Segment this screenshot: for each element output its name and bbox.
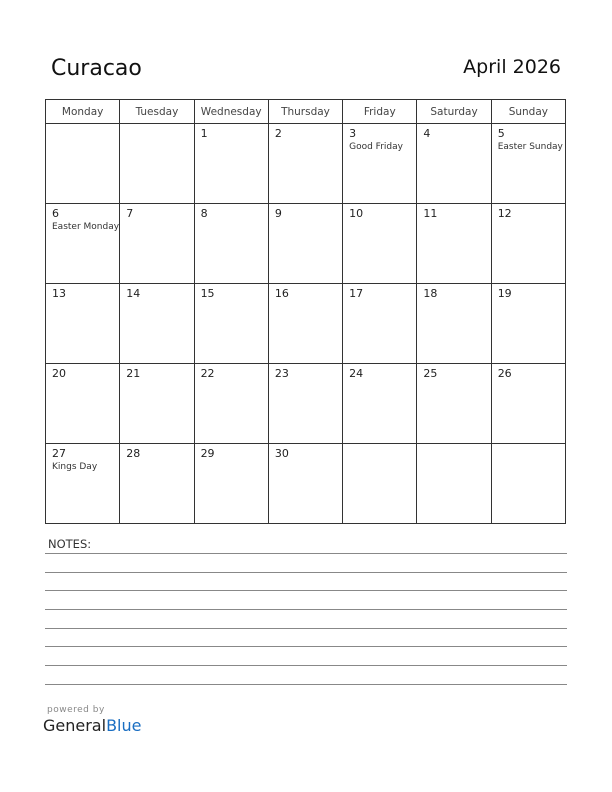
brand-name-blue: Blue [106, 716, 142, 735]
day-number: 28 [126, 447, 141, 460]
calendar-country-title: Curacao [51, 56, 142, 81]
day-cell [268, 284, 342, 364]
calendar-month-title: April 2026 [463, 56, 561, 78]
notes-label: NOTES: [48, 537, 92, 551]
week-row [46, 284, 566, 364]
brand-name-general: General [43, 716, 107, 735]
day-cell [491, 444, 565, 524]
day-cell [268, 124, 342, 204]
holiday-label: Good Friday [349, 142, 403, 152]
day-cell [46, 204, 120, 284]
day-number: 30 [274, 447, 289, 460]
note-line [45, 572, 567, 573]
day-cell [194, 284, 268, 364]
day-cell [194, 204, 268, 284]
weekday-header: Sunday [491, 100, 565, 124]
week-row [46, 204, 566, 284]
day-number: 8 [200, 207, 208, 220]
weekday-header: Wednesday [194, 100, 268, 124]
day-cell [120, 204, 194, 284]
day-cell [120, 124, 194, 204]
day-cell [491, 124, 565, 204]
day-cell [194, 444, 268, 524]
day-cell [268, 444, 342, 524]
holiday-label: Easter Monday [52, 222, 120, 232]
day-cell [343, 124, 417, 204]
weekday-header: Thursday [268, 100, 342, 124]
day-number: 1 [200, 127, 208, 140]
holiday-label: Kings Day [52, 462, 98, 472]
weekday-header-row [46, 100, 566, 124]
note-line [45, 646, 567, 647]
day-cell [343, 364, 417, 444]
day-cell [46, 284, 120, 364]
day-number: 27 [52, 447, 66, 460]
day-number: 25 [423, 367, 438, 380]
day-cell [194, 124, 268, 204]
week-row [46, 444, 566, 524]
calendar-grid [45, 99, 566, 524]
day-cell [194, 364, 268, 444]
day-number: 2 [274, 127, 282, 140]
day-number: 24 [349, 367, 364, 380]
day-cell [417, 444, 491, 524]
day-number: 17 [349, 287, 364, 300]
day-cell [343, 284, 417, 364]
note-line [45, 609, 567, 610]
day-number: 23 [274, 367, 289, 380]
day-cell [417, 124, 491, 204]
day-number: 11 [423, 207, 438, 220]
powered-by-text: powered by [47, 705, 105, 715]
day-number: 3 [349, 127, 357, 140]
weekday-header: Friday [343, 100, 417, 124]
day-cell [120, 364, 194, 444]
day-number: 19 [497, 287, 512, 300]
day-cell [46, 364, 120, 444]
day-number: 9 [274, 207, 282, 220]
day-cell [46, 124, 120, 204]
day-number: 12 [497, 207, 512, 220]
day-number: 22 [200, 367, 215, 380]
day-cell [268, 364, 342, 444]
day-number: 14 [126, 287, 141, 300]
holiday-label: Easter Sunday [497, 142, 563, 152]
day-cell [343, 204, 417, 284]
day-number: 7 [126, 207, 134, 220]
week-row [46, 364, 566, 444]
day-number: 20 [52, 367, 66, 380]
weekday-header: Tuesday [120, 100, 194, 124]
note-line [45, 553, 567, 554]
week-row [46, 124, 566, 204]
day-cell [46, 444, 120, 524]
day-cell [491, 204, 565, 284]
day-cell [491, 364, 565, 444]
day-number: 4 [423, 127, 431, 140]
day-cell [120, 444, 194, 524]
day-cell [120, 284, 194, 364]
day-number: 13 [52, 287, 66, 300]
day-number: 29 [200, 447, 215, 460]
brand-logo [43, 716, 141, 735]
day-cell [417, 204, 491, 284]
day-cell [417, 364, 491, 444]
weekday-header: Saturday [417, 100, 491, 124]
note-line [45, 665, 567, 666]
day-number: 21 [126, 367, 141, 380]
day-number: 10 [349, 207, 364, 220]
day-cell [343, 444, 417, 524]
day-cell [268, 204, 342, 284]
day-number: 6 [52, 207, 59, 220]
note-line [45, 684, 567, 685]
day-number: 16 [274, 287, 289, 300]
weekday-header: Monday [46, 100, 120, 124]
day-number: 5 [497, 127, 505, 140]
note-line [45, 590, 567, 591]
day-cell [417, 284, 491, 364]
day-number: 18 [423, 287, 438, 300]
note-line [45, 628, 567, 629]
day-number: 15 [200, 287, 215, 300]
day-number: 26 [497, 367, 512, 380]
day-cell [491, 284, 565, 364]
